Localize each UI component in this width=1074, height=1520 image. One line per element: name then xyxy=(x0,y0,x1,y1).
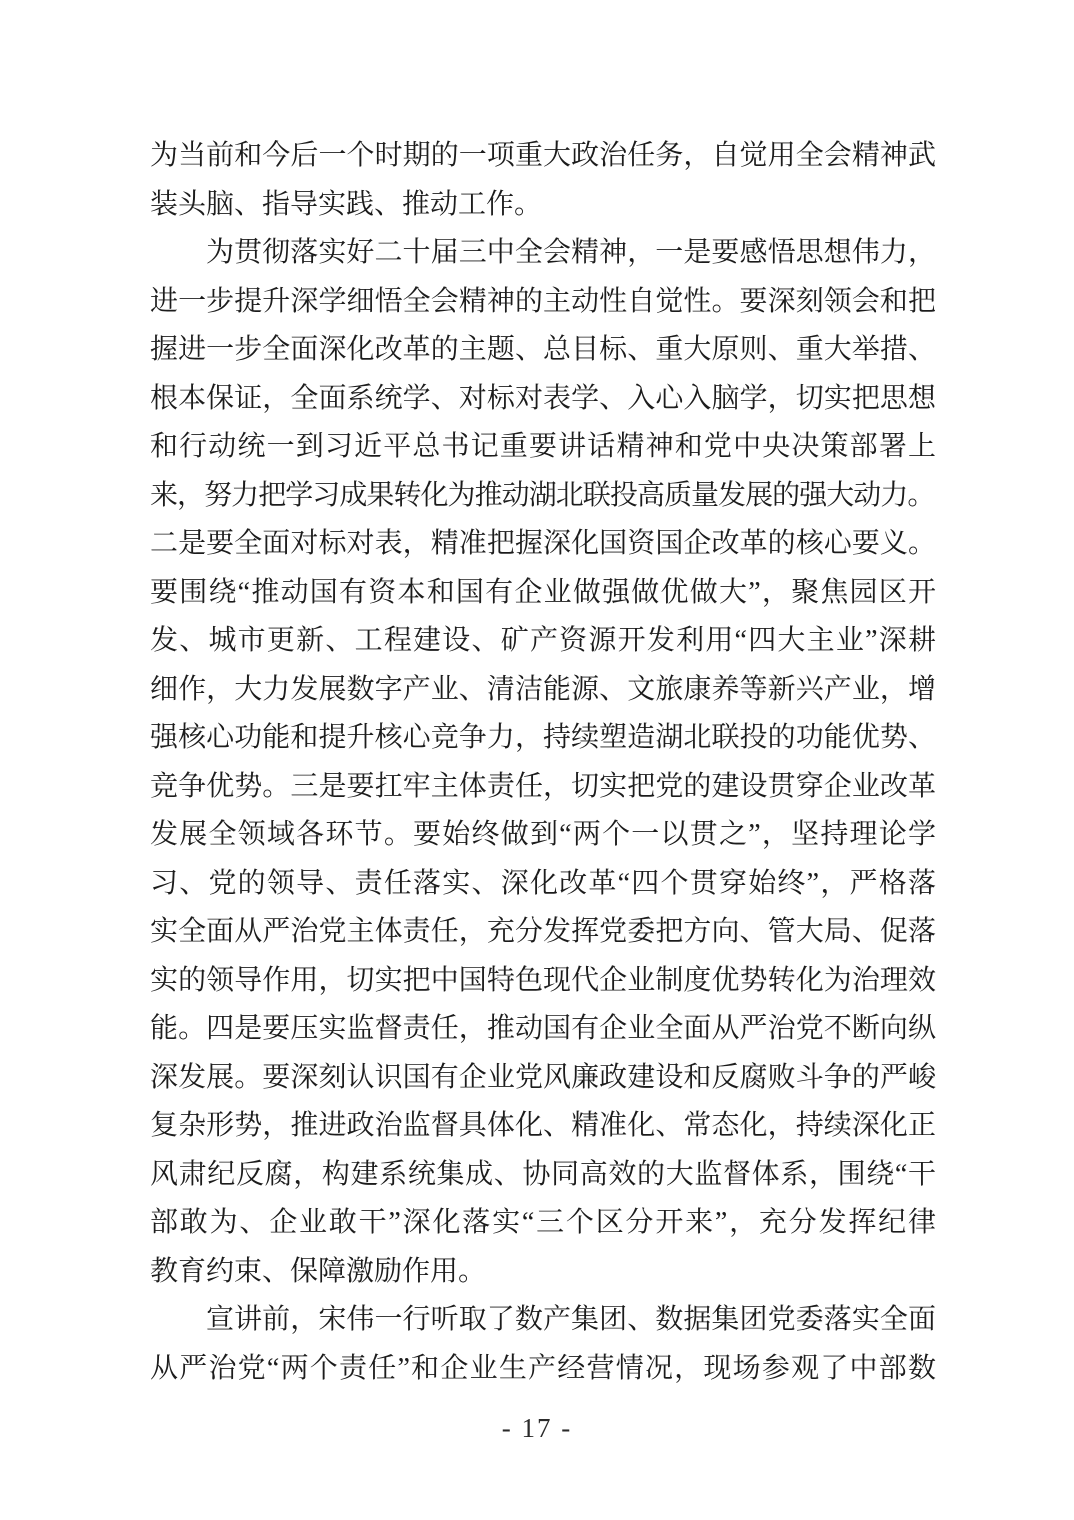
text-line: 从严治党“两个责任”和企业生产经营情况，现场参观了中部数 xyxy=(150,1352,936,1384)
text-line: 风肃纪反腐，构建系统集成、协同高效的大监督体系，围绕“干 xyxy=(150,1158,936,1190)
text-line: 发、城市更新、工程建设、矿产资源开发利用“四大主业”深耕 xyxy=(150,625,936,656)
text-line: 实全面从严治党主体责任，充分发挥党委把方向、管大局、促落 xyxy=(150,916,936,947)
text-line: 为贯彻落实好二十届三中全会精神，一是要感悟思想伟力， xyxy=(206,237,936,268)
text-line: 和行动统一到习近平总书记重要讲话精神和党中央决策部署上 xyxy=(150,431,936,462)
text-line: 部敢为、企业敢干”深化落实“三个区分开来”，充分发挥纪律 xyxy=(150,1207,936,1238)
text-line: 要围绕“推动国有资本和国有企业做强做优做大”，聚焦园区开 xyxy=(150,576,936,608)
text-line: 实的领导作用，切实把中国特色现代企业制度优势转化为治理效 xyxy=(150,964,936,996)
text-line: 来，努力把学习成果转化为推动湖北联投高质量发展的强大动力。 xyxy=(150,479,935,511)
text-line: 能。四是要压实监督责任，推动国有企业全面从严治党不断向纵 xyxy=(150,1013,936,1044)
text-line: 二是要全面对标对表，精准把握深化国资国企改革的核心要义。 xyxy=(150,528,936,559)
text-line: 发展全领域各环节。要始终做到“两个一以贯之”，坚持理论学 xyxy=(150,819,936,850)
text-line: 深发展。要深刻认识国有企业党风廉政建设和反腐败斗争的严峻 xyxy=(150,1061,936,1093)
text-line: 为当前和今后一个时期的一项重大政治任务，自觉用全会精神武 xyxy=(150,140,936,171)
text-line: 竞争优势。三是要扛牢主体责任，切实把党的建设贯穿企业改革 xyxy=(150,770,936,802)
text-line: 进一步提升深学细悟全会精神的主动性自觉性。要深刻领会和把 xyxy=(150,285,936,317)
text-line: 装头脑、指导实践、推动工作。 xyxy=(150,188,543,220)
text-line: 根本保证，全面系统学、对标对表学、入心入脑学，切实把思想 xyxy=(150,382,936,414)
text-line: 习、党的领导、责任落实、深化改革“四个贯穿始终”，严格落 xyxy=(150,867,936,899)
text-line: 细作，大力发展数字产业、清洁能源、文旅康养等新兴产业，增 xyxy=(150,673,936,705)
text-line: 宣讲前，宋伟一行听取了数产集团、数据集团党委落实全面 xyxy=(206,1304,936,1335)
body-text xyxy=(150,132,936,1393)
text-line: 强核心功能和提升核心竞争力，持续塑造湖北联投的功能优势、 xyxy=(150,722,936,753)
text-line: 教育约束、保障激励作用。 xyxy=(150,1255,487,1287)
text-line: 握进一步全面深化改革的主题、总目标、重大原则、重大举措、 xyxy=(150,334,936,365)
text-line: 复杂形势，推进政治监督具体化、精准化、常态化，持续深化正 xyxy=(150,1110,936,1141)
page-number: - 17 - xyxy=(501,1413,573,1443)
